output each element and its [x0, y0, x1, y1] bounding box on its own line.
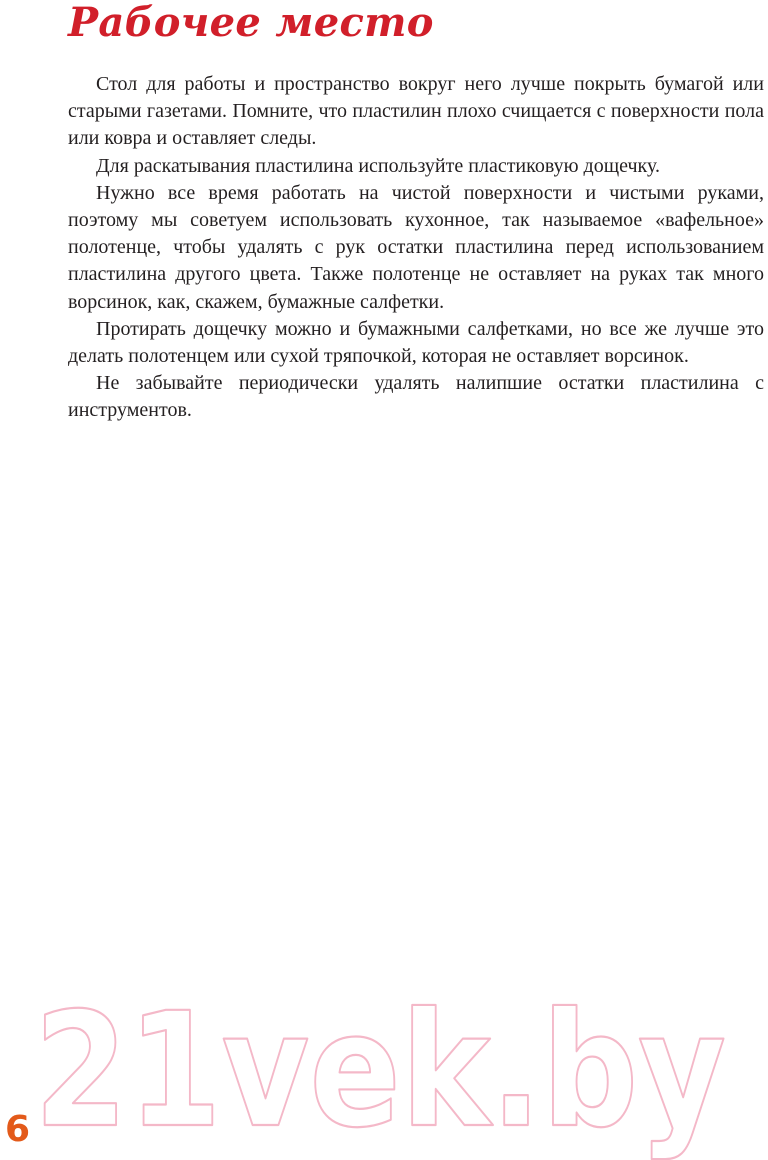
- paragraph: Не забывайте периодически удалять налипшие остатки пластилина с инструментов.: [68, 372, 764, 422]
- paragraph: Стол для работы и пространство вокруг него лучше покрыть бумагой или старыми газетами. Помните, что пластилин плохо счищается с поверхности пола или ковра и оставляет следы.: [68, 73, 764, 150]
- paragraph: Нужно все время работать на чистой поверхности и чистыми руками, поэтому мы советуем использовать кухонное, так называемое «вафельное» полотенце, чтобы удалять с рук остатки пластилина перед использованием пластилина другого цвета. Также полотенце не оставляет на руках так много ворсинок, как, скажем, бумажные салфетки.: [68, 181, 764, 313]
- page-number: 6: [5, 1109, 31, 1150]
- page-title: Рабочее место: [68, 0, 434, 46]
- paragraph: Протирать дощечку можно и бумажными салфетками, но все же лучше это делать полотенцем или сухой тряпочкой, которая не оставляет ворсинок.: [68, 317, 764, 368]
- watermark-logo: [30, 979, 730, 1160]
- watermark-text: 21vek.by: [34, 979, 726, 1160]
- paragraph: Для раскатывания пластилина используйте пластиковую дощечку.: [96, 154, 660, 177]
- body-text: [68, 71, 764, 425]
